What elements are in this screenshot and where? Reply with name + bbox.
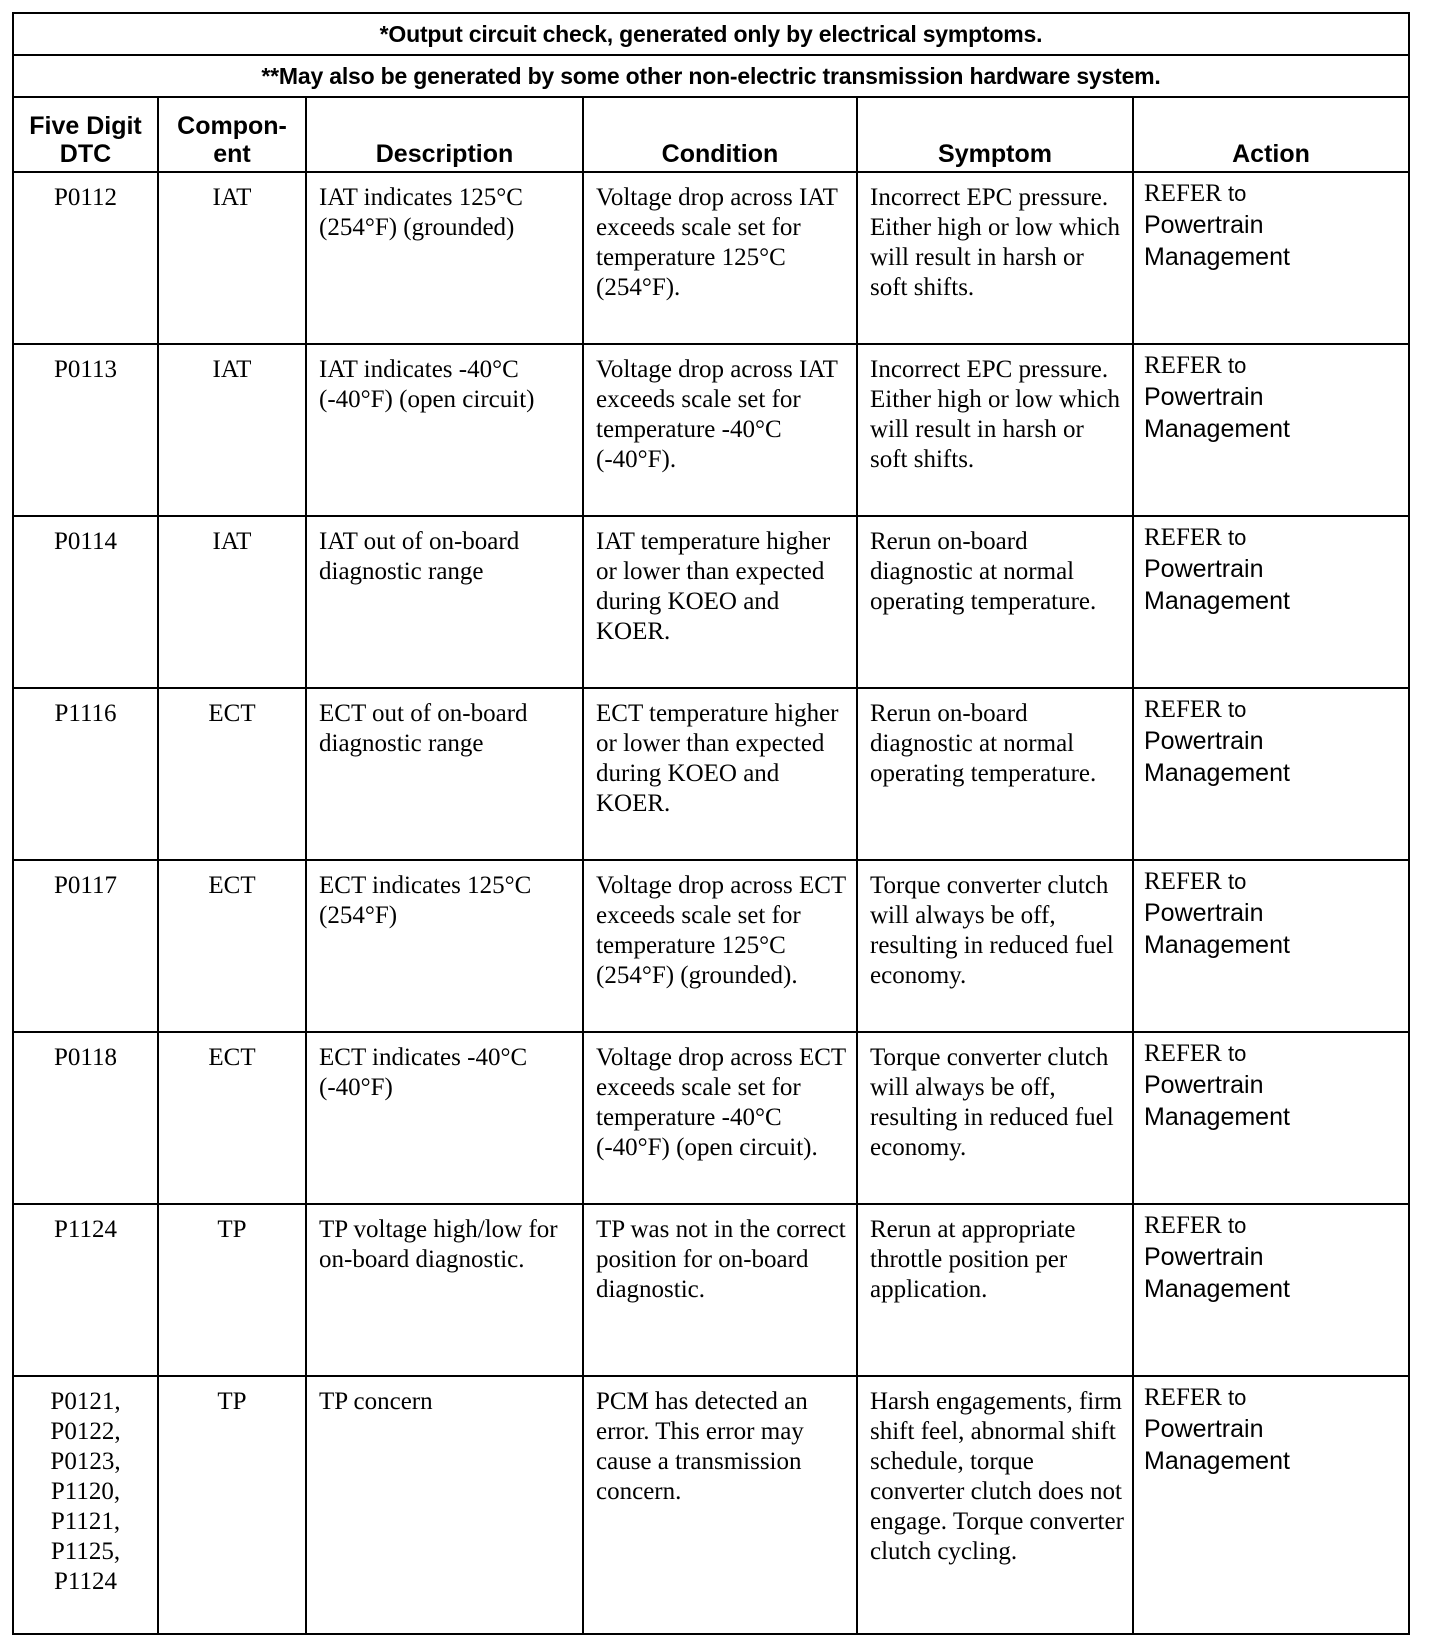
description-cell: IAT indicates 125°C (254°F) (grounded) xyxy=(306,172,583,344)
condition-cell: Voltage drop across IAT exceeds scale set for temperature -40°C (-40°F). xyxy=(583,344,857,516)
component-cell: IAT xyxy=(158,344,306,516)
condition-cell: IAT temperature higher or lower than expected during KOEO and KOER. xyxy=(583,516,857,688)
description-cell: TP voltage high/low for on-board diagnostic. xyxy=(306,1204,583,1376)
action-cell xyxy=(1133,172,1409,344)
condition-cell: Voltage drop across IAT exceeds scale set for temperature 125°C (254°F). xyxy=(583,172,857,344)
component-cell: IAT xyxy=(158,516,306,688)
table-row xyxy=(13,1376,1409,1634)
condition-cell: Voltage drop across ECT exceeds scale set for temperature 125°C (254°F) (grounded). xyxy=(583,860,857,1032)
description-cell: IAT out of on-board diagnostic range xyxy=(306,516,583,688)
header-dtc-line2: DTC xyxy=(59,140,112,168)
action-line2: Management xyxy=(1144,243,1290,271)
component-cell: TP xyxy=(158,1376,306,1634)
symptom-cell: Incorrect EPC pressure. Either high or low which will result in harsh or soft shifts. xyxy=(857,344,1133,516)
symptom-cell: Rerun on-board diagnostic at normal operating temperature. xyxy=(857,516,1133,688)
header-row xyxy=(13,97,1409,172)
component-cell: ECT xyxy=(158,860,306,1032)
header-component xyxy=(158,97,306,172)
dtc-code: P0118 xyxy=(54,1044,117,1071)
action-line1: Powertrain xyxy=(1144,899,1264,927)
action-refer: REFER xyxy=(1144,1040,1222,1067)
action-line1: Powertrain xyxy=(1144,555,1264,583)
dtc-code-cell xyxy=(13,344,158,516)
dtc-table xyxy=(12,12,1410,1635)
action-refer: REFER xyxy=(1144,868,1222,895)
table-row xyxy=(13,1032,1409,1204)
action-to: to xyxy=(1228,1385,1247,1410)
header-component-line2: ent xyxy=(213,140,251,168)
component-cell: TP xyxy=(158,1204,306,1376)
action-line2: Management xyxy=(1144,1275,1290,1303)
action-to: to xyxy=(1228,525,1247,550)
condition-cell: Voltage drop across ECT exceeds scale set for temperature -40°C (-40°F) (open circuit). xyxy=(583,1032,857,1204)
action-line2: Management xyxy=(1144,759,1290,787)
action-line1: Powertrain xyxy=(1144,1415,1264,1443)
dtc-code: P1121, xyxy=(50,1508,121,1535)
action-line2: Management xyxy=(1144,1447,1290,1475)
condition-cell: ECT temperature higher or lower than expected during KOEO and KOER. xyxy=(583,688,857,860)
table-row xyxy=(13,688,1409,860)
action-line1: Powertrain xyxy=(1144,211,1264,239)
action-cell xyxy=(1133,1032,1409,1204)
symptom-cell: Incorrect EPC pressure. Either high or low which will result in harsh or soft shifts. xyxy=(857,172,1133,344)
action-line2: Management xyxy=(1144,1103,1290,1131)
dtc-code: P1124 xyxy=(54,1216,117,1243)
symptom-cell: Torque converter clutch will always be off, resulting in reduced fuel economy. xyxy=(857,1032,1133,1204)
table-row xyxy=(13,172,1409,344)
symptom-cell: Torque converter clutch will always be off, resulting in reduced fuel economy. xyxy=(857,860,1133,1032)
dtc-code: P0123, xyxy=(50,1448,121,1475)
header-condition: Condition xyxy=(583,97,857,172)
dtc-code: P0114 xyxy=(54,528,117,555)
condition-cell: TP was not in the correct position for on-board diagnostic. xyxy=(583,1204,857,1376)
action-cell xyxy=(1133,1204,1409,1376)
dtc-code-cell xyxy=(13,860,158,1032)
action-to: to xyxy=(1228,353,1247,378)
dtc-code: P1116 xyxy=(54,700,117,727)
dtc-code-cell xyxy=(13,1032,158,1204)
action-refer: REFER xyxy=(1144,524,1222,551)
dtc-code: P1120, xyxy=(50,1478,121,1505)
header-dtc-line1: Five Digit xyxy=(29,112,142,140)
action-line2: Management xyxy=(1144,587,1290,615)
action-to: to xyxy=(1228,869,1247,894)
header-description: Description xyxy=(306,97,583,172)
description-cell: TP concern xyxy=(306,1376,583,1634)
action-line2: Management xyxy=(1144,931,1290,959)
dtc-code: P0121, xyxy=(50,1388,121,1415)
action-cell xyxy=(1133,860,1409,1032)
condition-cell: PCM has detected an error. This error may cause a transmission concern. xyxy=(583,1376,857,1634)
header-action: Action xyxy=(1133,97,1409,172)
action-refer: REFER xyxy=(1144,1384,1222,1411)
header-component-line1: Compon- xyxy=(177,112,287,140)
action-to: to xyxy=(1228,697,1247,722)
dtc-code-cell xyxy=(13,172,158,344)
action-to: to xyxy=(1228,181,1247,206)
action-to: to xyxy=(1228,1041,1247,1066)
dtc-code-cell xyxy=(13,1376,158,1634)
action-cell xyxy=(1133,688,1409,860)
action-refer: REFER xyxy=(1144,352,1222,379)
action-refer: REFER xyxy=(1144,180,1222,207)
component-cell: ECT xyxy=(158,688,306,860)
dtc-code: P0112 xyxy=(54,184,117,211)
symptom-cell: Rerun at appropriate throttle position per application. xyxy=(857,1204,1133,1376)
action-refer: REFER xyxy=(1144,1212,1222,1239)
table-row xyxy=(13,860,1409,1032)
description-cell: ECT indicates -40°C (-40°F) xyxy=(306,1032,583,1204)
action-cell xyxy=(1133,344,1409,516)
dtc-code: P0113 xyxy=(54,356,117,383)
dtc-code: P0117 xyxy=(54,872,117,899)
action-line1: Powertrain xyxy=(1144,1243,1264,1271)
table-row xyxy=(13,1204,1409,1376)
component-cell: ECT xyxy=(158,1032,306,1204)
action-to: to xyxy=(1228,1213,1247,1238)
dtc-code-cell xyxy=(13,516,158,688)
dtc-code: P1124 xyxy=(54,1568,117,1595)
action-line1: Powertrain xyxy=(1144,383,1264,411)
dtc-code: P1125, xyxy=(50,1538,121,1565)
description-cell: IAT indicates -40°C (-40°F) (open circuit) xyxy=(306,344,583,516)
action-cell xyxy=(1133,1376,1409,1634)
action-cell xyxy=(1133,516,1409,688)
action-line1: Powertrain xyxy=(1144,1071,1264,1099)
description-cell: ECT out of on-board diagnostic range xyxy=(306,688,583,860)
component-cell: IAT xyxy=(158,172,306,344)
table-row xyxy=(13,344,1409,516)
action-refer: REFER xyxy=(1144,696,1222,723)
banner-non-electric-note: **May also be generated by some other non-electric transmission hardware system. xyxy=(13,55,1409,97)
symptom-cell: Harsh engagements, firm shift feel, abnormal shift schedule, torque converter clutch does not engage. Torque converter clutch cycling. xyxy=(857,1376,1133,1634)
action-line1: Powertrain xyxy=(1144,727,1264,755)
header-dtc xyxy=(13,97,158,172)
symptom-cell: Rerun on-board diagnostic at normal operating temperature. xyxy=(857,688,1133,860)
dtc-code-cell xyxy=(13,1204,158,1376)
dtc-code: P0122, xyxy=(50,1418,121,1445)
table-row xyxy=(13,516,1409,688)
banner-output-circuit-note: *Output circuit check, generated only by electrical symptoms. xyxy=(13,13,1409,55)
header-symptom: Symptom xyxy=(857,97,1133,172)
action-line2: Management xyxy=(1144,415,1290,443)
dtc-code-cell xyxy=(13,688,158,860)
description-cell: ECT indicates 125°C (254°F) xyxy=(306,860,583,1032)
